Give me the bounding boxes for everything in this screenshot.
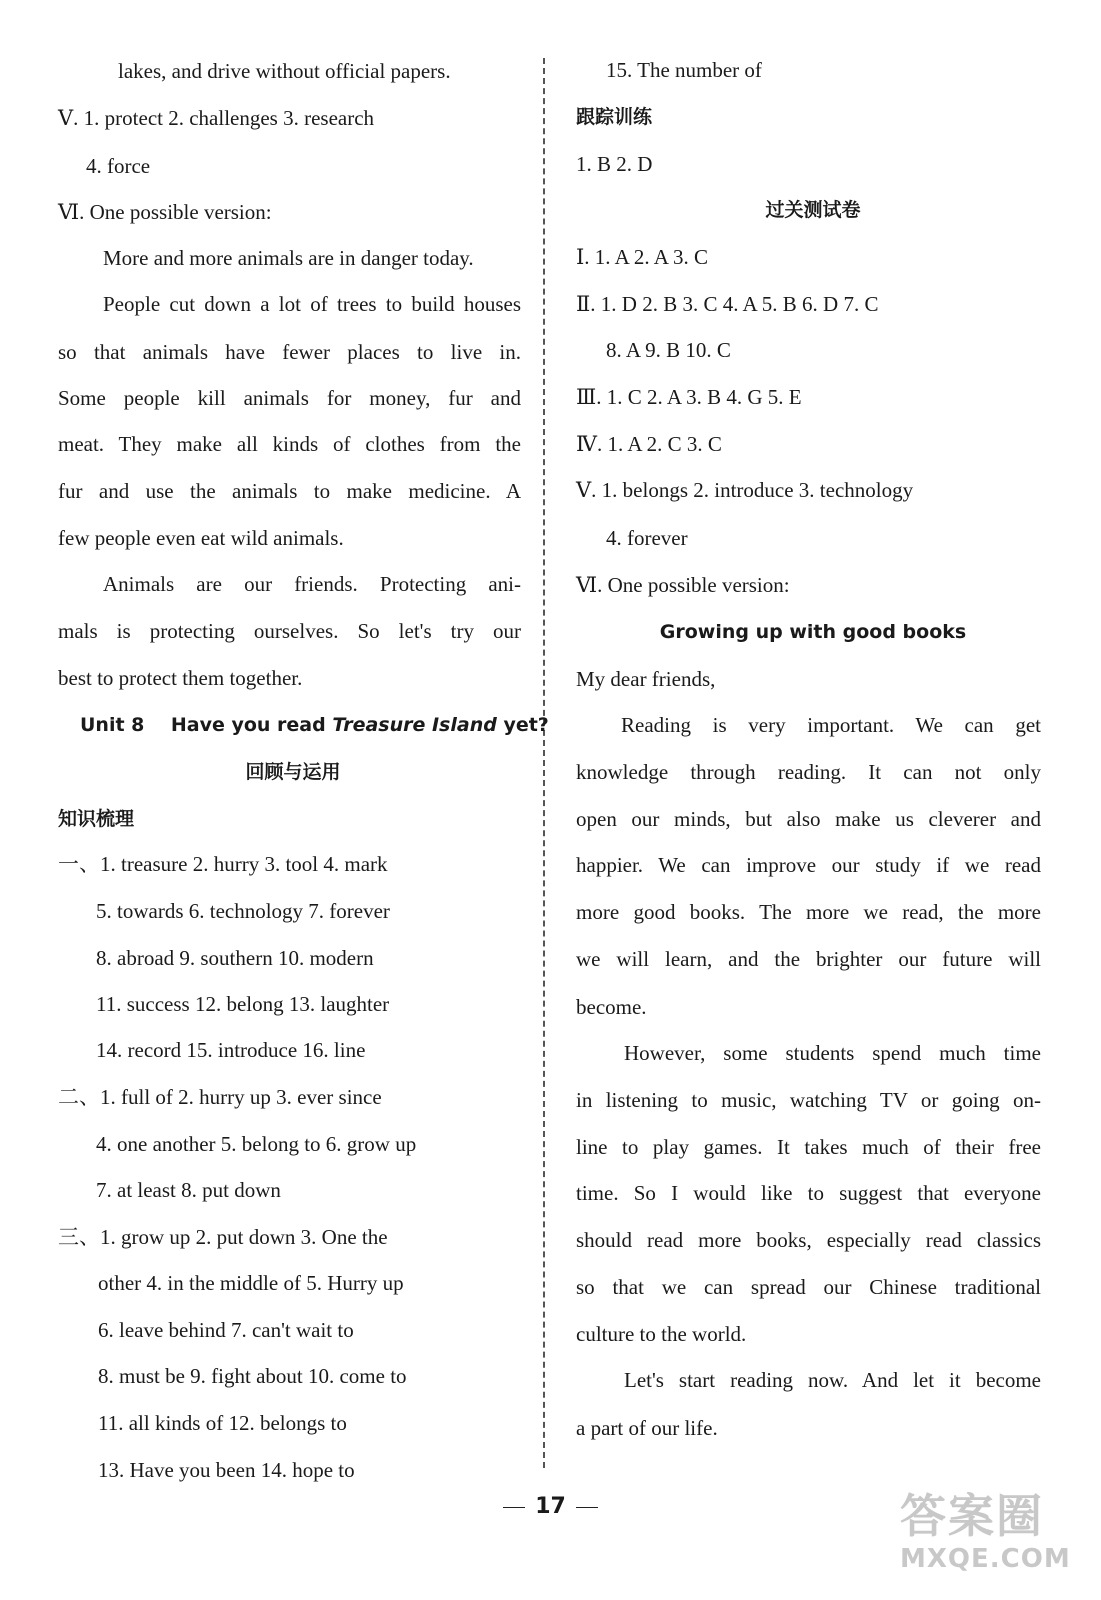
answer-line: Ⅱ. 1. D 2. B 3. C 4. A 5. B 6. D 7. C [576,292,879,316]
essay-line: so that animals have fewer places to live in. [58,340,521,364]
essay-line: culture to the world. [576,1322,747,1346]
essay-line: best to protect them together. [58,666,303,690]
essay-line: happier. We can improve our study if we read [576,853,1041,877]
essay-line: My dear friends, [576,667,716,691]
essay-line: become. [576,995,647,1019]
essay-line: More and more animals are in danger today. [103,246,474,270]
essay-line: fur and use the animals to make medicine. A [58,479,521,503]
essay-line: Animals are our friends. Protecting ani- [103,572,521,596]
answer-line: 14. record 15. introduce 16. line [96,1038,366,1062]
answer-line: 11. success 12. belong 13. laughter [96,992,390,1016]
column-divider [543,58,545,1468]
answer-line: Ⅴ. 1. belongs 2. introduce 3. technology [576,478,914,502]
unit-heading-book-title: Treasure Island [332,714,497,736]
essay-line: Some people kill animals for money, fur and [58,386,521,410]
essay-line: a part of our life. [576,1416,718,1440]
answer-line: Ⅳ. 1. A 2. C 3. C [576,432,722,456]
page-number-dash-right [576,1507,598,1508]
answer-line: other 4. in the middle of 5. Hurry up [98,1271,404,1295]
answer-line: 4. force [86,154,151,178]
answer-line: Ⅵ. One possible version: [576,573,790,597]
essay-line: open our minds, but also make us cleverer and [576,807,1041,831]
unit-heading [80,711,549,739]
answer-line: Ⅰ. 1. A 2. A 3. C [576,245,708,269]
essay-line: more good books. The more we read, the more [576,900,1041,924]
watermark-logo [900,1488,1080,1588]
unit-heading-text: Unit 8 Have you read [80,714,333,736]
answer-line: 8. must be 9. fight about 10. come to [98,1364,407,1388]
essay-line: Reading is very important. We can get [621,713,1041,737]
answer-line: 13. Have you been 14. hope to [98,1458,355,1482]
answer-line: 8. abroad 9. southern 10. modern [96,946,374,970]
answer-line: 11. all kinds of 12. belongs to [98,1411,347,1435]
answer-line: 二、1. full of 2. hurry up 3. ever since [58,1085,382,1109]
essay-line: we will learn, and the brighter our future will [576,947,1041,971]
page-number-text: 17 [535,1494,566,1519]
page-number-dash-left [503,1507,525,1508]
essay-title: Growing up with good books [659,621,967,643]
answer-line: 8. A 9. B 10. C [606,338,731,362]
subsection-heading: 跟踪训练 [576,106,653,128]
answer-line: 5. towards 6. technology 7. forever [96,899,390,923]
answer-line: 7. at least 8. put down [96,1178,281,1202]
essay-line: Let's start reading now. And let it become [624,1368,1041,1392]
answer-line: Ⅴ. 1. protect 2. challenges 3. research [58,106,375,130]
answer-line: 1. B 2. D [576,152,653,176]
answer-line: 三、1. grow up 2. put down 3. One the [58,1225,388,1249]
subsection-heading: 知识梳理 [58,808,135,830]
essay-line: meat. They make all kinds of clothes from the [58,432,521,456]
unit-heading-suffix: yet? [496,714,549,736]
essay-line: However, some students spend much time [624,1041,1041,1065]
watermark-text: 答案圈 [900,1489,1044,1543]
essay-line: time. So I would like to suggest that everyone [576,1181,1041,1205]
text-line: lakes, and drive without official papers. [118,59,451,83]
answer-line: Ⅵ. One possible version: [58,200,272,224]
essay-line: few people even eat wild animals. [58,526,344,550]
answer-line: Ⅲ. 1. C 2. A 3. B 4. G 5. E [576,385,802,409]
section-heading: 回顾与运用 [245,761,341,783]
answer-line: 6. leave behind 7. can't wait to [98,1318,354,1342]
essay-line: line to play games. It takes much of their free [576,1135,1041,1159]
answer-line: 4. forever [606,526,688,550]
essay-line: so that we can spread our Chinese traditional [576,1275,1041,1299]
answer-line: 15. The number of [606,58,762,82]
essay-line: in listening to music, watching TV or going on- [576,1088,1041,1112]
essay-line: should read more books, especially read classics [576,1228,1041,1252]
essay-line: mals is protecting ourselves. So let's try our [58,619,521,643]
answer-line: 一、1. treasure 2. hurry 3. tool 4. mark [58,852,388,876]
section-heading: 过关测试卷 [765,199,861,221]
essay-line: People cut down a lot of trees to build houses [103,292,521,316]
answer-line: 4. one another 5. belong to 6. grow up [96,1132,417,1156]
essay-line: knowledge through reading. It can not only [576,760,1041,784]
watermark-url: MXQE.COM [900,1544,1071,1574]
